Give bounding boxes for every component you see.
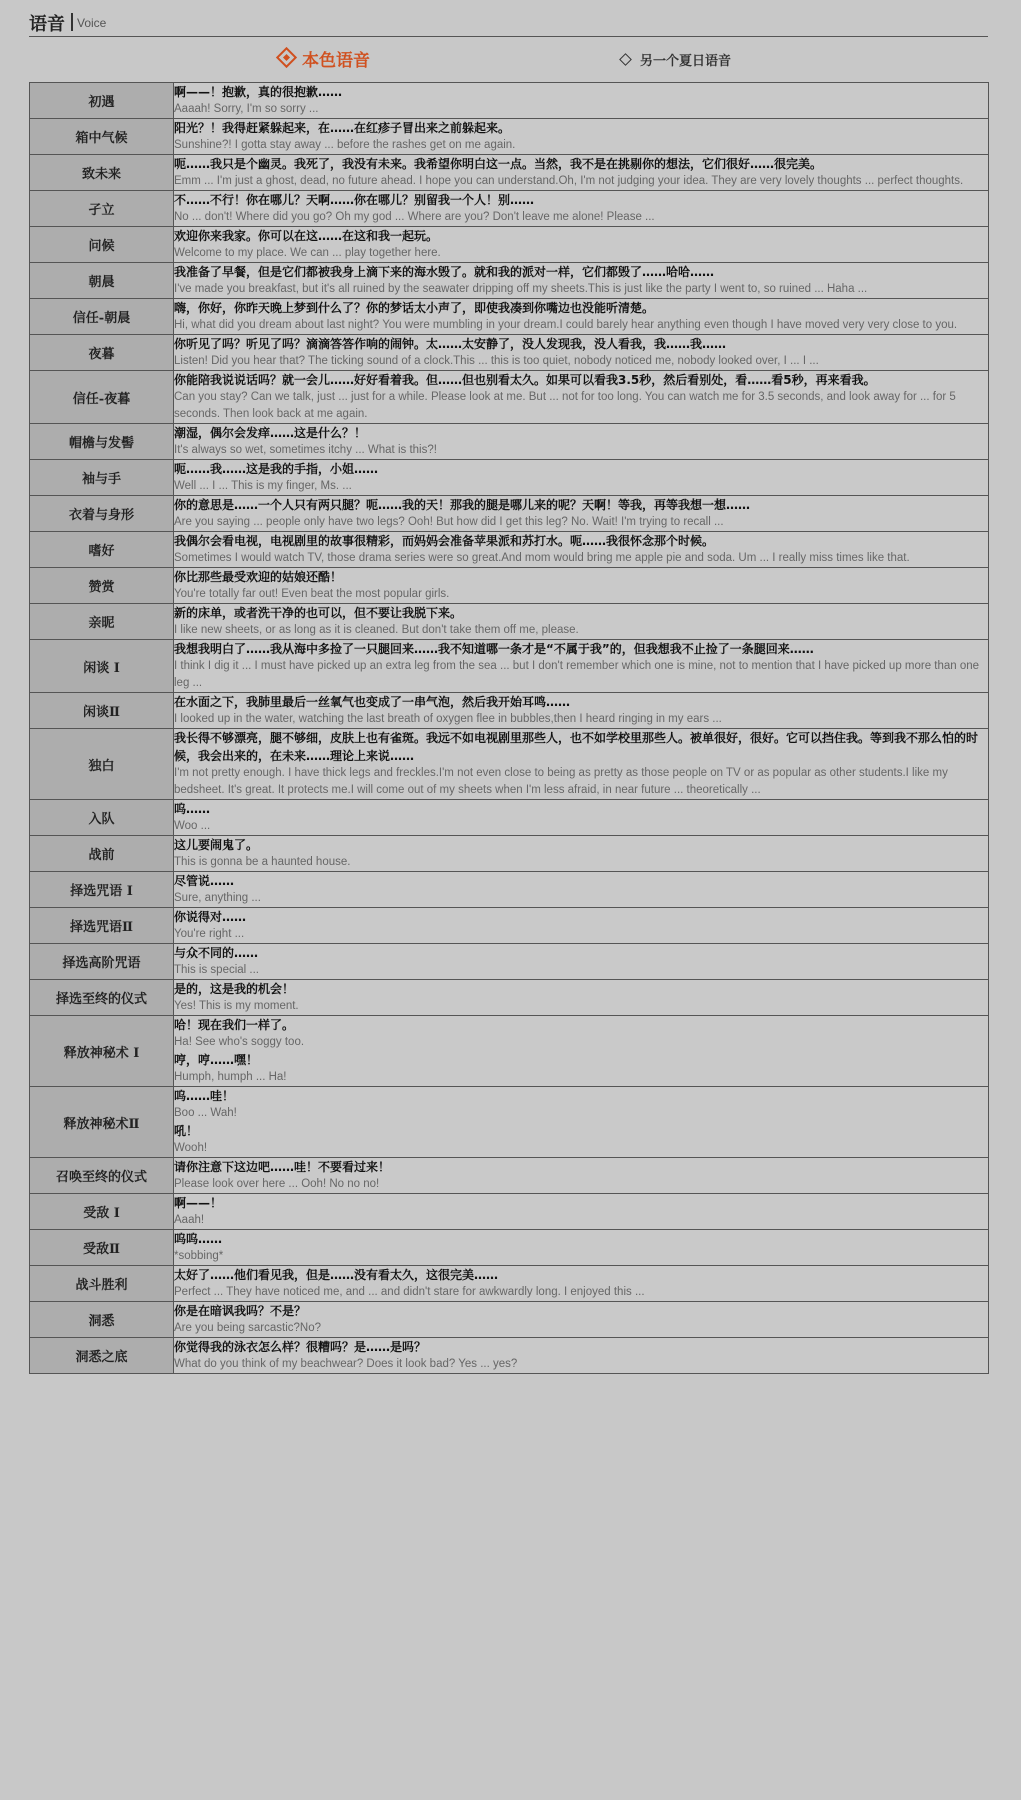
table-row: [30, 1338, 989, 1374]
voice-line-chinese: 我偶尔会看电视，电视剧里的故事很精彩，而妈妈会准备苹果派和苏打水。呃……我很怀念那个时候。: [174, 534, 715, 548]
voice-line-name: 释放神秘术Ⅱ: [30, 1087, 174, 1158]
voice-line-name: 箱中气候: [30, 119, 174, 155]
table-row: [30, 227, 989, 263]
table-row: [30, 693, 989, 729]
voice-line-chinese: 潮湿，偶尔会发痒……这是什么？！: [174, 426, 367, 440]
voice-line-name: 夜暮: [30, 335, 174, 371]
table-row: [30, 119, 989, 155]
voice-line-name: 受敌 I: [30, 1194, 174, 1230]
voice-line-chinese: 嗨，你好，你昨天晚上梦到什么了？你的梦话太小声了，即使我凑到你嘴边也没能听清楚。: [174, 301, 655, 315]
table-row: [30, 1016, 989, 1087]
voice-line-english: I looked up in the water, watching the last breath of oxygen flee in bubbles,then I heard ringing in my ears ...: [174, 713, 722, 725]
table-row: [30, 908, 989, 944]
table-row: [30, 1194, 989, 1230]
voice-line-english: Ha! See who's soggy too.: [174, 1036, 305, 1048]
voice-line-text-cell: [174, 460, 989, 496]
section-subtitle: Voice: [77, 16, 107, 30]
voice-line-english: This is special ...: [174, 964, 259, 976]
voice-line-text-cell: [174, 371, 989, 424]
voice-line-name: 战前: [30, 836, 174, 872]
voice-line-text-cell: [174, 1338, 989, 1374]
diamond-icon: [276, 47, 297, 68]
voice-line-chinese: 哼，哼……嘿！: [174, 1053, 259, 1067]
table-row: [30, 83, 989, 119]
voice-line-chinese: 太好了……他们看见我，但是……没有看太久，这很完美……: [174, 1268, 499, 1282]
voice-line-chinese: 不……不行！你在哪儿？天啊……你在哪儿？别留我一个人！别……: [174, 193, 535, 207]
voice-line-chinese: 我想我明白了……我从海中多捡了一只腿回来……我不知道哪一条才是“不属于我”的，但我想我不止捡了一条腿回来……: [174, 642, 814, 656]
voice-line-text-cell: [174, 496, 989, 532]
voice-line-name: 受敌Ⅱ: [30, 1230, 174, 1266]
voice-line-chinese: 欢迎你来我家。你可以在这……在这和我一起玩。: [174, 229, 439, 243]
voice-line-text-cell: [174, 729, 989, 800]
tab-default-voice[interactable]: [279, 46, 370, 71]
voice-line-name: 朝晨: [30, 263, 174, 299]
voice-line-text-cell: [174, 568, 989, 604]
voice-line-name: 嗜好: [30, 532, 174, 568]
voice-line-name: 信任-夜暮: [30, 371, 174, 424]
voice-line-english: I like new sheets, or as long as it is cleaned. But don't take them off me, please.: [174, 624, 579, 636]
table-row: [30, 1230, 989, 1266]
voice-line-chinese: 你说得对……: [174, 910, 247, 924]
table-row: [30, 568, 989, 604]
voice-line-english: Sunshine?! I gotta stay away ... before the rashes get on me again.: [174, 139, 516, 151]
table-row: [30, 800, 989, 836]
voice-line-chinese: 你听见了吗？听见了吗？滴滴答答作响的闹钟。太……太安静了，没人发现我，没人看我，我……我……: [174, 337, 727, 351]
voice-line-text-cell: [174, 693, 989, 729]
voice-line-name: 信任-朝晨: [30, 299, 174, 335]
voice-line-english: Emm ... I'm just a ghost, dead, no future ahead. I hope you can understand.Oh, I'm not judging your idea. They are very lovely thoughts ... perfect thoughts.: [174, 175, 964, 187]
voice-line-chinese: 吼！: [174, 1124, 199, 1138]
voice-line-text-cell: [174, 155, 989, 191]
voice-line-text-cell: [174, 191, 989, 227]
voice-line-text-cell: [174, 83, 989, 119]
voice-line-english: This is gonna be a haunted house.: [174, 856, 351, 868]
voice-line-english: Aaaah! Sorry, I'm so sorry ...: [174, 103, 319, 115]
voice-line-chinese: 与众不同的……: [174, 946, 259, 960]
voice-line-name: 释放神秘术 I: [30, 1016, 174, 1087]
voice-line-name: 入队: [30, 800, 174, 836]
voice-line-text-cell: [174, 944, 989, 980]
voice-line-text-cell: [174, 1194, 989, 1230]
voice-line-english: Listen! Did you hear that? The ticking sound of a clock.This ... this is too quiet, nobody noticed me, nobody looked over, I ... I ...: [174, 355, 819, 367]
table-row: [30, 1087, 989, 1158]
section-title: 语音: [29, 14, 65, 35]
voice-line-english: Humph, humph ... Ha!: [174, 1071, 287, 1083]
voice-line-chinese: 你比那些最受欢迎的姑娘还酷！: [174, 570, 343, 584]
table-row: [30, 299, 989, 335]
voice-line-english: Can you stay? Can we talk, just ... just for a while. Please look at me. But ... not for too long. You can watch me for 3.5 seconds, and look away for ... for 5 seconds. Then look back at me again.: [174, 391, 956, 420]
voice-line-english: I've made you breakfast, but it's all ruined by the seawater dripping off my sheets.This is just like the party I went to, so ruined ... Haha ...: [174, 283, 868, 295]
voice-line-text-cell: [174, 335, 989, 371]
voice-line-text-cell: [174, 980, 989, 1016]
tab-summer-voice[interactable]: [621, 50, 731, 69]
voice-line-name: 择选至终的仪式: [30, 980, 174, 1016]
table-row: [30, 424, 989, 460]
voice-line-english: You're right ...: [174, 928, 245, 940]
table-row: [30, 980, 989, 1016]
voice-line-text-cell: [174, 263, 989, 299]
table-row: [30, 263, 989, 299]
table-row: [30, 1266, 989, 1302]
voice-line-chinese: 呃……我只是个幽灵。我死了，我没有未来。我希望你明白这一点。当然，我不是在挑剔你的想法，它们很好……很完美。: [174, 157, 823, 171]
table-row: [30, 532, 989, 568]
voice-line-name: 赞赏: [30, 568, 174, 604]
voice-line-english: I think I dig it ... I must have picked up an extra leg from the sea ... but I don't remember which one is mine, not to mention that I have picked up more than one leg ...: [174, 660, 980, 689]
table-row: [30, 836, 989, 872]
voice-line-english: Yes! This is my moment.: [174, 1000, 299, 1012]
voice-line-text-cell: [174, 119, 989, 155]
voice-line-text-cell: [174, 836, 989, 872]
voice-line-chinese: 呃……我……这是我的手指，小姐……: [174, 462, 379, 476]
voice-line-english: Sure, anything ...: [174, 892, 261, 904]
voice-line-text-cell: [174, 227, 989, 263]
voice-line-text-cell: [174, 1230, 989, 1266]
voice-line-english: Wooh!: [174, 1142, 208, 1154]
voice-line-english: Sometimes I would watch TV, those drama series were so great.And mom would bring me apple pie and soda. Um ... I really miss times like that.: [174, 552, 910, 564]
voice-line-name: 致未来: [30, 155, 174, 191]
table-row: [30, 640, 989, 693]
voice-line-text-cell: [174, 299, 989, 335]
table-row: [30, 335, 989, 371]
voice-line-chinese: 你是在暗讽我吗？不是？: [174, 1304, 307, 1318]
voice-line-chinese: 啊——！抱歉，真的很抱歉……: [174, 85, 343, 99]
voice-table: [29, 82, 989, 1374]
voice-line-chinese: 新的床单，或者洗干净的也可以，但不要让我脱下来。: [174, 606, 463, 620]
voice-line-name: 择选高阶咒语: [30, 944, 174, 980]
voice-line-chinese: 在水面之下，我肺里最后一丝氧气也变成了一串气泡，然后我开始耳鸣……: [174, 695, 571, 709]
table-row: [30, 729, 989, 800]
voice-line-chinese: 你能陪我说说话吗？就一会儿……好好看着我。但……但也别看太久。如果可以看我3.5秒，然后看别处，看……看5秒，再来看我。: [174, 373, 876, 387]
voice-line-chinese: 呜……哇！: [174, 1089, 235, 1103]
voice-line-name: 召唤至终的仪式: [30, 1158, 174, 1194]
table-row: [30, 460, 989, 496]
diamond-icon: [619, 53, 632, 66]
voice-line-text-cell: [174, 532, 989, 568]
voice-line-english: Hi, what did you dream about last night? You were mumbling in your dream.I could barely hear anything even though I have moved very very close to you.: [174, 319, 958, 331]
table-row: [30, 371, 989, 424]
voice-line-english: I'm not pretty enough. I have thick legs and freckles.I'm not even close to being as pretty as those people on TV or as popular as other students.I like my bedsheet. It's great. It protects me.I will come out of my sheets when I'm less afraid, in near future ... theoretically ...: [174, 767, 948, 796]
voice-line-name: 洞悉之底: [30, 1338, 174, 1374]
voice-line-name: 孑立: [30, 191, 174, 227]
voice-line-chinese: 你的意思是……一个人只有两只腿？呃……我的天！那我的腿是哪儿来的呢？天啊！等我，再等我想一想……: [174, 498, 751, 512]
voice-line-english: Boo ... Wah!: [174, 1107, 237, 1119]
table-row: [30, 155, 989, 191]
table-row: [30, 872, 989, 908]
table-row: [30, 496, 989, 532]
voice-line-text-cell: [174, 872, 989, 908]
tab-label: 另一个夏日语音: [640, 54, 732, 69]
voice-line-chinese: 你觉得我的泳衣怎么样？很糟吗？是……是吗？: [174, 1340, 427, 1354]
voice-line-english: What do you think of my beachwear? Does it look bad? Yes ... yes?: [174, 1358, 518, 1370]
voice-line-name: 战斗胜利: [30, 1266, 174, 1302]
voice-line-name: 衣着与身形: [30, 496, 174, 532]
voice-line-text-cell: [174, 1158, 989, 1194]
voice-line-name: 袖与手: [30, 460, 174, 496]
table-row: [30, 1302, 989, 1338]
voice-line-text-cell: [174, 604, 989, 640]
voice-line-chinese: 请你注意下这边吧……哇！不要看过来！: [174, 1160, 391, 1174]
voice-line-english: *sobbing*: [174, 1250, 224, 1262]
voice-line-chinese: 啊——！: [174, 1196, 223, 1210]
table-row: [30, 604, 989, 640]
voice-line-name: 问候: [30, 227, 174, 263]
voice-line-name: 独白: [30, 729, 174, 800]
voice-line-english: Woo ...: [174, 820, 211, 832]
voice-line-english: Are you saying ... people only have two legs? Ooh! But how did I get this leg? No. Wait! I'm trying to recall ...: [174, 516, 724, 528]
voice-tabs: [29, 46, 988, 76]
voice-line-chinese: 阳光？！我得赶紧躲起来，在……在红疹子冒出来之前躲起来。: [174, 121, 511, 135]
voice-line-text-cell: [174, 424, 989, 460]
tab-label: 本色语音: [302, 51, 370, 71]
voice-line-name: 帽檐与发髻: [30, 424, 174, 460]
voice-line-text-cell: [174, 1087, 989, 1158]
voice-line-name: 闲谈 I: [30, 640, 174, 693]
voice-line-name: 初遇: [30, 83, 174, 119]
voice-line-chinese: 这儿要闹鬼了。: [174, 838, 259, 852]
voice-line-text-cell: [174, 800, 989, 836]
voice-line-english: Please look over here ... Ooh! No no no!: [174, 1178, 380, 1190]
voice-line-english: You're totally far out! Even beat the most popular girls.: [174, 588, 450, 600]
voice-line-english: Well ... I ... This is my finger, Ms. ...: [174, 480, 352, 492]
voice-line-text-cell: [174, 908, 989, 944]
voice-line-chinese: 呜呜……: [174, 1232, 223, 1246]
voice-line-chinese: 尽管说……: [174, 874, 235, 888]
voice-line-name: 洞悉: [30, 1302, 174, 1338]
voice-line-english: No ... don't! Where did you go? Oh my god ... Where are you? Don't leave me alone! Please ...: [174, 211, 655, 223]
voice-line-name: 亲昵: [30, 604, 174, 640]
voice-line-english: Are you being sarcastic?No?: [174, 1322, 322, 1334]
voice-line-chinese: 是的，这是我的机会！: [174, 982, 295, 996]
title-divider: [71, 13, 73, 31]
table-row: [30, 1158, 989, 1194]
voice-line-chinese: 我长得不够漂亮，腿不够细，皮肤上也有雀斑。我远不如电视剧里那些人，也不如学校里那些人。被单很好，很好。它可以挡住我。等到我不那么怕的时候，我会出来的，在未来……理论上来说……: [174, 731, 979, 763]
voice-line-english: Perfect ... They have noticed me, and ... and didn't stare for awkwardly long. I enjoyed this ...: [174, 1286, 645, 1298]
voice-line-english: Aaah!: [174, 1214, 205, 1226]
voice-line-english: It's always so wet, sometimes itchy ... What is this?!: [174, 444, 437, 456]
voice-line-chinese: 我准备了早餐，但是它们都被我身上滴下来的海水毁了。就和我的派对一样，它们都毁了……哈哈……: [174, 265, 715, 279]
voice-line-english: Welcome to my place. We can ... play together here.: [174, 247, 441, 259]
table-row: [30, 191, 989, 227]
section-header: [29, 10, 988, 37]
voice-line-text-cell: [174, 1302, 989, 1338]
voice-line-name: 闲谈Ⅱ: [30, 693, 174, 729]
voice-line-chinese: 呜……: [174, 802, 211, 816]
voice-line-name: 择选咒语 I: [30, 872, 174, 908]
voice-line-text-cell: [174, 640, 989, 693]
voice-line-text-cell: [174, 1016, 989, 1087]
voice-line-chinese: 哈！现在我们一样了。: [174, 1018, 295, 1032]
voice-line-name: 择选咒语Ⅱ: [30, 908, 174, 944]
voice-line-text-cell: [174, 1266, 989, 1302]
table-row: [30, 944, 989, 980]
